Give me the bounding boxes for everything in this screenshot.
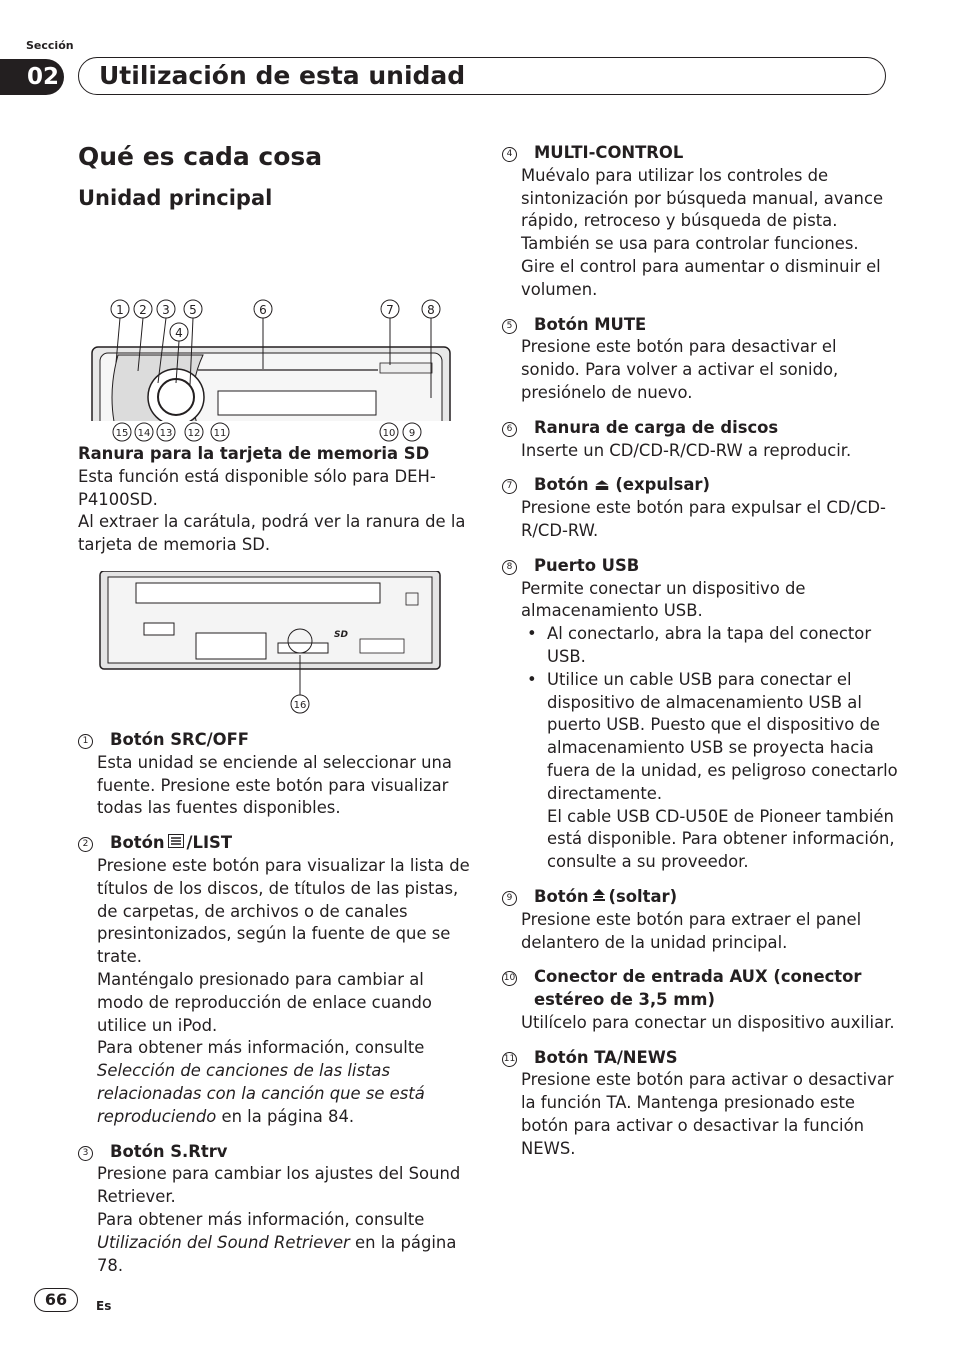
item-number: 5 <box>502 319 517 334</box>
item-number: 3 <box>78 1146 93 1161</box>
item-9 <box>502 886 898 954</box>
item-8 <box>502 555 898 874</box>
item-title: Ranura de carga de discos <box>534 417 779 437</box>
item-number: 4 <box>502 147 517 162</box>
sd-slot-line2: Al extraer la carátula, podrá ver la ranura de la tarjeta de memoria SD. <box>78 512 466 555</box>
left-column <box>78 140 470 1289</box>
page-heading: Qué es cada cosa <box>78 142 323 171</box>
callout-13: 13 <box>159 428 173 439</box>
item-number: 7 <box>502 479 517 494</box>
detach-icon <box>592 888 606 902</box>
item-body: Presione este botón para expulsar el CD/CD-R/CD-RW. <box>521 498 886 540</box>
item-body-p1: Muévalo para utilizar los controles de sintonización por búsqueda manual, avance rápido, retroceso y búsqueda de pista. También se usa para controlar funciones. <box>521 165 884 254</box>
list-icon <box>168 834 184 848</box>
item-body: Presione este botón para desactivar el sonido. Para volver a activar el sonido, presiónelo de nuevo. <box>521 337 839 402</box>
ref-intro: Para obtener más información, consulte <box>97 1209 425 1229</box>
bullet-item: • Al conectarlo, abra la tapa del conector USB. <box>521 623 898 669</box>
ref-intro: Para obtener más información, consulte <box>97 1038 425 1058</box>
callout-2: 2 <box>139 303 147 317</box>
sd-logo: SD <box>334 629 348 640</box>
cross-reference-link[interactable]: Utilización del Sound Retriever <box>97 1232 350 1252</box>
item-body: Utilícelo para conectar un dispositivo auxiliar. <box>521 1012 895 1032</box>
item-title: MULTI-CONTROL <box>534 143 684 162</box>
section-label: Sección <box>26 39 74 52</box>
sd-slot-line1: Esta función está disponible sólo para DEH-P4100SD. <box>78 466 436 509</box>
ref-page: en la página 84. <box>221 1106 355 1126</box>
item-body-p1: Presione este botón para visualizar la lista de títulos de los discos, de títulos de las pistas, de carpetas, de archivos o de canales presintonizados, según la fuente de que se trate. <box>97 855 470 967</box>
item-number: 1 <box>78 734 93 749</box>
item-body-p2: Manténgalo presionado para cambiar al modo de reproducción de enlace cuando utilice un iPod. <box>97 969 432 1035</box>
callout-11: 11 <box>213 428 227 439</box>
ref-page: en la página 78. <box>97 1232 457 1275</box>
item-1 <box>78 729 470 820</box>
cross-reference-link[interactable]: Selección de canciones de las listas relacionadas con la canción que se está reproduciendo <box>97 1061 425 1126</box>
right-column <box>502 142 898 1173</box>
item-5 <box>502 314 898 405</box>
item-title-pre: Botón <box>110 833 165 853</box>
item-number: 2 <box>78 837 93 852</box>
item-2 <box>78 832 470 1128</box>
item-body: Permite conectar un dispositivo de almacenamiento USB. <box>521 578 806 621</box>
callout-4: 4 <box>175 326 183 340</box>
item-7 <box>502 474 898 542</box>
callout-14: 14 <box>137 428 151 439</box>
item-title: Botón S.Rtrv <box>110 1141 228 1161</box>
item-body: Inserte un CD/CD-R/CD-RW a reproducir. <box>521 440 852 460</box>
item-body: Esta unidad se enciende al seleccionar una fuente. Presione este botón para visualizar todas las fuentes disponibles. <box>97 752 452 818</box>
bullet-text: Utilice un cable USB para conectar el dispositivo de almacenamiento USB al puerto USB. Puesto que el dispositivo de almacenamiento USB se proyecta hacia fuera de la unidad, es peligroso conectarlo directamente. <box>547 669 898 803</box>
item-title: Botón MUTE <box>534 314 647 334</box>
callout-3: 3 <box>162 303 170 317</box>
language-code: Es <box>96 1299 112 1313</box>
callout-10: 10 <box>382 428 396 439</box>
bullet-item: • Utilice un cable USB para conectar el dispositivo de almacenamiento USB al puerto USB. Puesto que el dispositivo de almacenamiento USB se proyecta hacia fuera de la unidad, es peligroso conectarlo directamente. El cable USB CD-U50E de Pioneer también está disponible. Para obtener información, consulte a su proveedor. <box>527 669 898 872</box>
item-3 <box>78 1141 470 1278</box>
item-number: 9 <box>502 891 517 906</box>
item-body: Presione este botón para activar o desactivar la función TA. Mantenga presionado este botón para activar o desactivar la función NEWS. <box>521 1070 894 1158</box>
head-unit-figure <box>78 213 458 439</box>
page-subheading: Unidad principal <box>78 186 273 210</box>
item-6 <box>502 417 898 463</box>
item-body-p2: Gire el control para aumentar o disminuir el volumen. <box>521 256 881 299</box>
callout-6: 6 <box>259 303 267 317</box>
item-title-pre: Botón <box>534 886 589 906</box>
bullet-text-cont: El cable USB CD-U50E de Pioneer también está disponible. Para obtener información, consulte a su proveedor. <box>547 806 895 872</box>
chapter-header-bar <box>78 57 886 95</box>
section-number-tab: 02 <box>0 59 64 95</box>
item-10 <box>502 966 898 1034</box>
sd-slot-title: Ranura para la tarjeta de memoria SD <box>78 444 430 463</box>
page-number: 66 <box>34 1288 78 1312</box>
item-number: 10 <box>502 971 517 986</box>
callout-8: 8 <box>427 303 435 317</box>
callout-15: 15 <box>115 428 129 439</box>
item-4 <box>502 142 898 302</box>
callout-5: 5 <box>189 303 197 317</box>
item-number: 8 <box>502 560 517 575</box>
item-title: Conector de entrada AUX (conector estéreo de 3,5 mm) <box>534 967 862 1010</box>
bullet-text: Al conectarlo, abra la tapa del conector USB. <box>547 624 872 666</box>
callout-16: 16 <box>293 699 307 711</box>
item-title: Botón SRC/OFF <box>110 729 249 749</box>
item-title-post: /LIST <box>186 833 233 853</box>
item-number: 11 <box>502 1052 517 1067</box>
head-unit-illustration <box>78 213 458 421</box>
callout-9: 9 <box>408 428 416 439</box>
callout-12: 12 <box>187 428 201 439</box>
item-title-post: (soltar) <box>608 886 678 906</box>
item-title: Puerto USB <box>534 555 640 575</box>
item-title: Botón TA/NEWS <box>534 1047 678 1067</box>
callout-7: 7 <box>386 303 394 317</box>
item-title: Botón ⏏ (expulsar) <box>534 475 711 495</box>
sd-slot-illustration <box>78 571 458 719</box>
head-unit-bottom-callouts <box>78 405 458 465</box>
callout-1: 1 <box>116 303 124 317</box>
item-body-p1: Presione para cambiar los ajustes del Sound Retriever. <box>97 1164 461 1207</box>
sd-slot-figure <box>78 571 458 719</box>
item-body: Presione este botón para extraer el panel delantero de la unidad principal. <box>521 909 862 952</box>
item-11 <box>502 1047 898 1161</box>
chapter-title: Utilización de esta unidad <box>99 61 466 90</box>
item-number: 6 <box>502 422 517 437</box>
